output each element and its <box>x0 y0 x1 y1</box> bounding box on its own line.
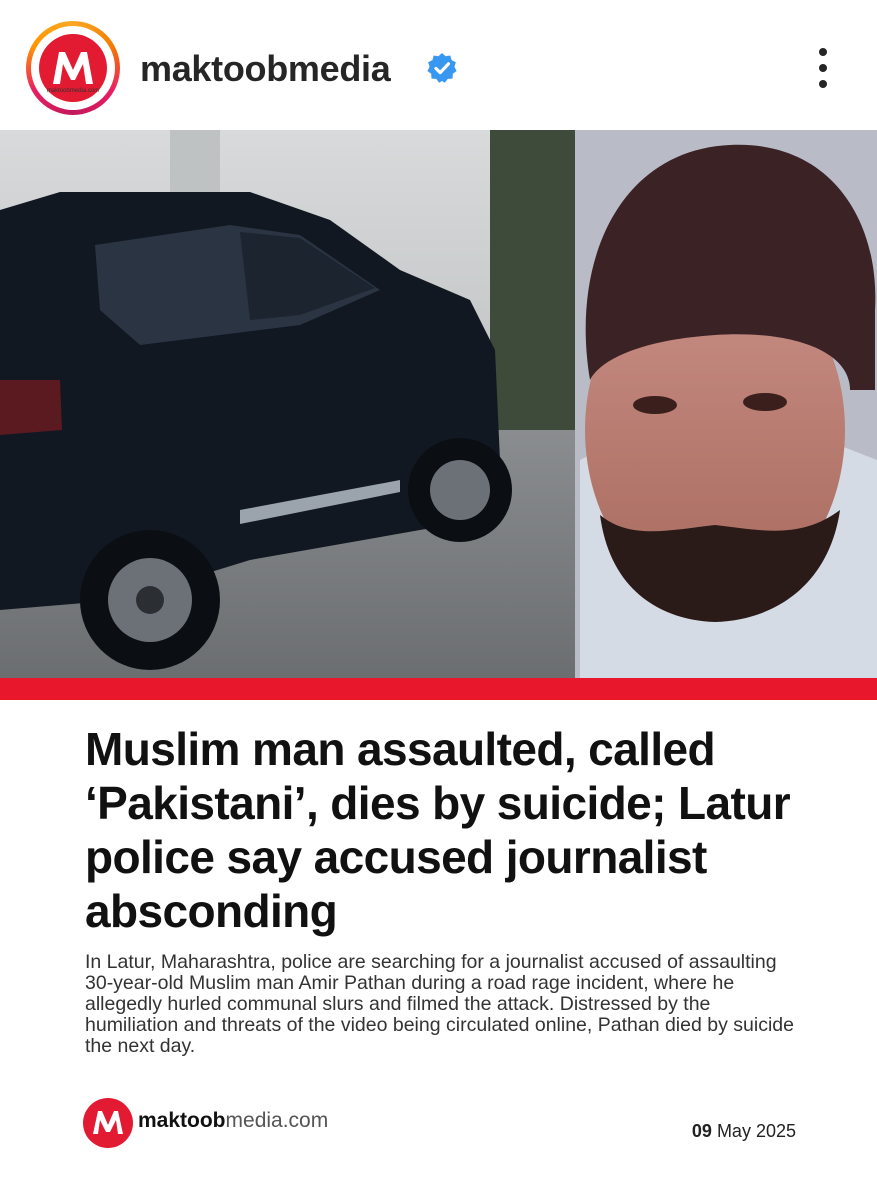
photo-illustration <box>0 130 877 678</box>
brand-domain: media.com <box>225 1109 329 1132</box>
publish-date <box>650 1121 796 1142</box>
post-header <box>0 0 877 130</box>
username-link[interactable]: maktoobmedia <box>140 48 391 89</box>
date-month-year: May 2025 <box>711 1121 796 1141</box>
accent-bar <box>0 678 877 700</box>
article-summary: In Latur, Maharashtra, police are searching for a journalist accused of assaulting 30-year-old Muslim man Amir Pathan during a road rage incident, where he allegedly hurled communal slurs and filmed the attack. Distressed by the humiliation and threats of the video being circulated online, Pathan died by suicide the next day. <box>85 951 794 1057</box>
profile-avatar[interactable] <box>26 21 120 115</box>
avatar-caption: maktoobmedia.com <box>46 88 100 94</box>
article-photo <box>0 130 877 678</box>
footer-brand[interactable] <box>138 1109 328 1133</box>
article-headline: Muslim man assaulted, called ‘Pakistani’, dies by suicide; Latur police say accused journalist absconding <box>85 723 791 937</box>
maktoob-logo-icon <box>83 1098 133 1148</box>
more-options-icon[interactable] <box>808 46 838 90</box>
verified-badge-icon <box>426 52 458 84</box>
date-day: 09 <box>691 1121 712 1141</box>
brand-bold: maktoob <box>138 1109 226 1132</box>
